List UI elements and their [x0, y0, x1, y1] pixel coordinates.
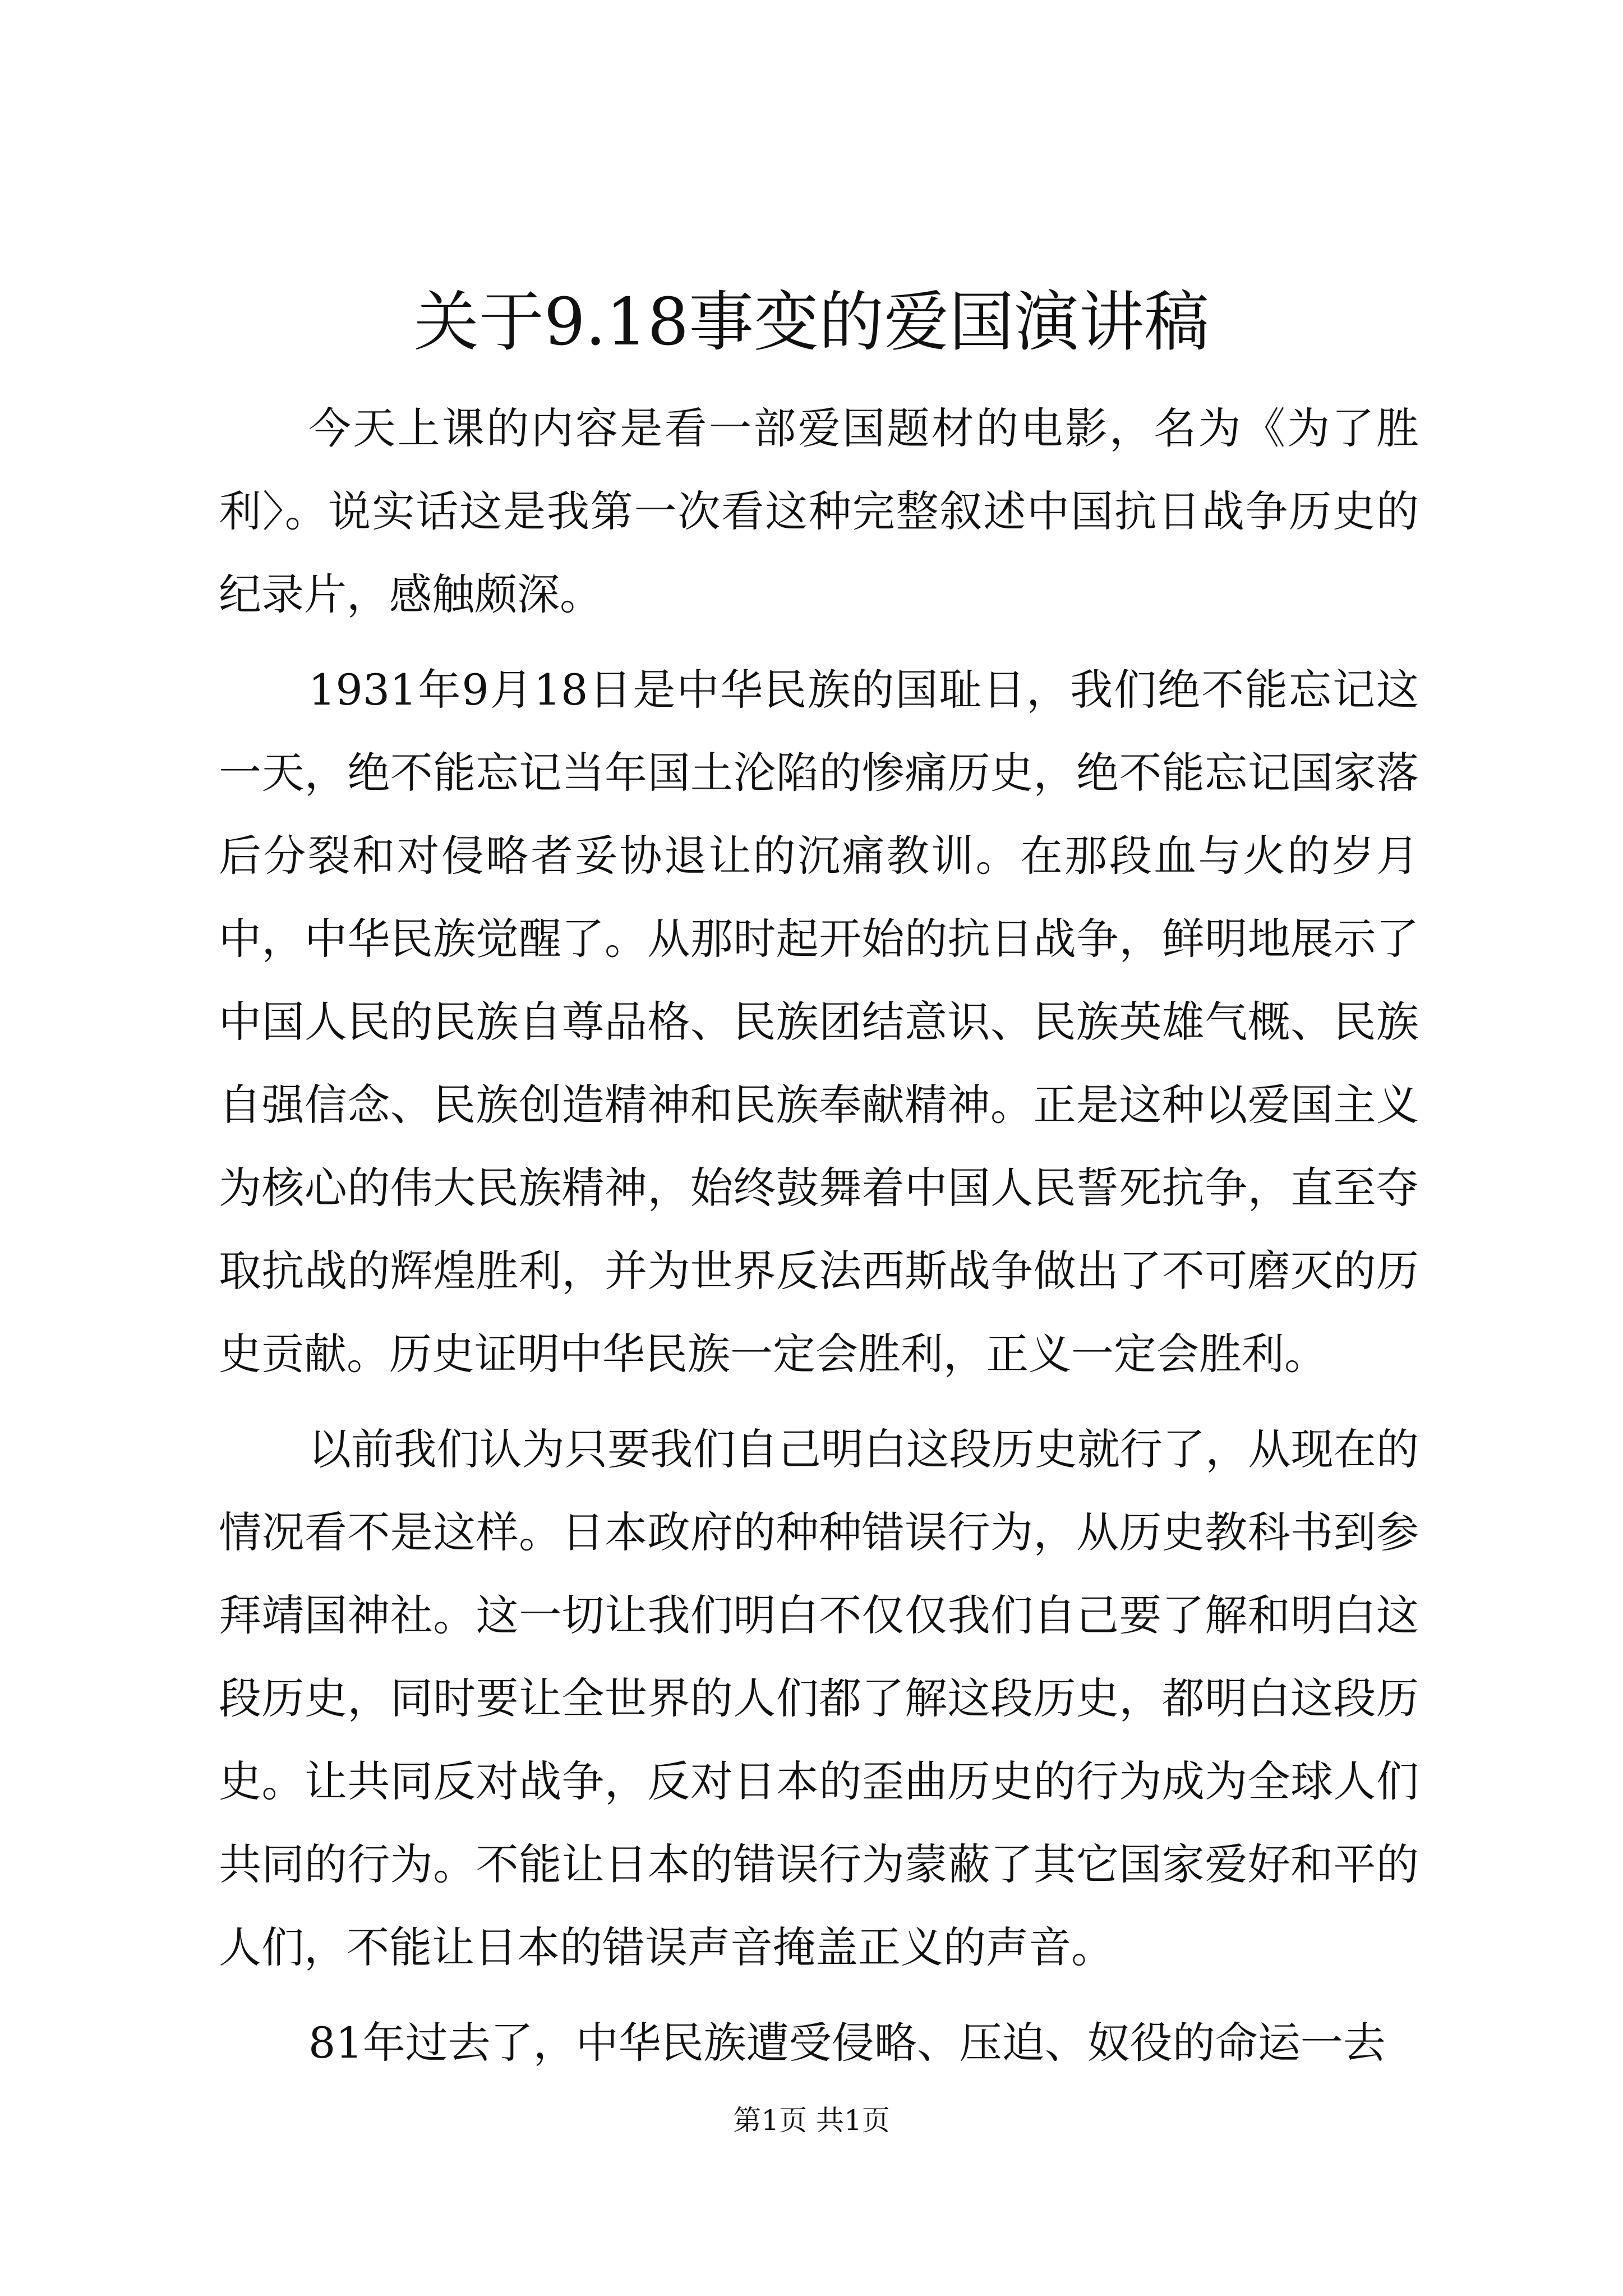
page-title: 关于9.18事变的爱国演讲稿: [413, 284, 1210, 360]
paragraph-3: 以前我们认为只要我们自己明白这段历史就行了，从现在的情况看不是这样。日本政府的种种错误行为，从历史教科书到参拜靖国神社。这一切让我们明白不仅仅我们自己要了解和明白这段历史，同时要让全世界的人们都了解这段历史，都明白这段历史。让共同反对战争，反对日本的歪曲历史的行为成为全球人们共同的行为。不能让日本的错误行为蒙蔽了其它国家爱好和平的人们，不能让日本的错误声音掩盖正义的声音。: [219, 1424, 1419, 1972]
paragraph-4: 81年过去了，中华民族遭受侵略、压迫、奴役的命运一去: [308, 2018, 1386, 2068]
paragraph-2: 1931年9月18日是中华民族的国耻日，我们绝不能忘记这一天，绝不能忘记当年国土沦陷的惨痛历史，绝不能忘记国家落后分裂和对侵略者妥协退让的沉痛教训。在那段血与火的岁月中，中华民族觉醒了。从那时起开始的抗日战争，鲜明地展示了中国人民的民族自尊品格、民族团结意识、民族英雄气概、民族自强信念、民族创造精神和民族奉献精神。正是这种以爱国主义为核心的伟大民族精神，始终鼓舞着中国人民誓死抗争，直至夺取抗战的辉煌胜利，并为世界反法西斯战争做出了不可磨灭的历史贡献。历史证明中华民族一定会胜利，正义一定会胜利。: [219, 665, 1419, 1379]
page-footer: 第1页 共1页: [733, 2104, 890, 2137]
paragraph-1: 今天上课的内容是看一部爱国题材的电影，名为《为了胜利〉。说实话这是我第一次看这种完整叙述中国抗日战争历史的纪录片，感触颇深。: [219, 403, 1419, 619]
document-body: [219, 387, 1419, 2097]
